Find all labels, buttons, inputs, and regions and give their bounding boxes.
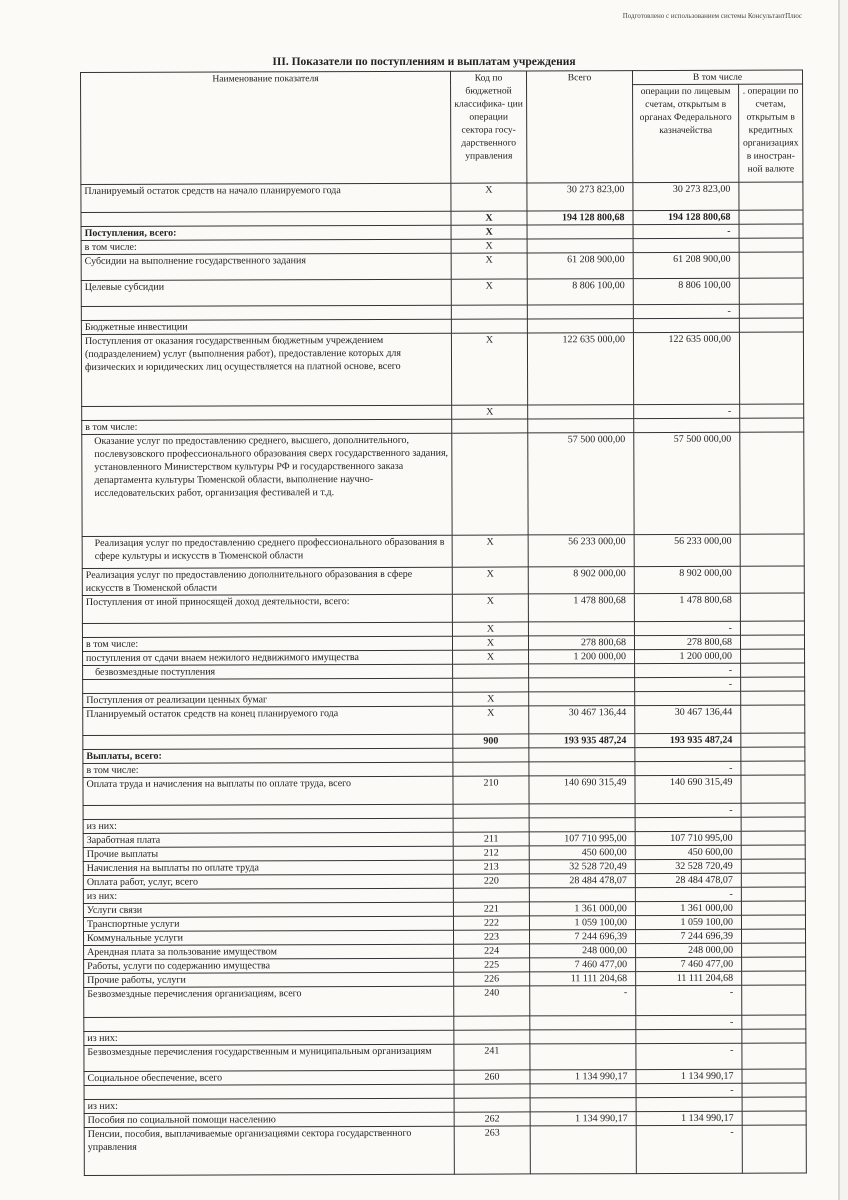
row-name: Бюджетные инвестиции [81, 319, 451, 334]
row-name: Прочие работы, услуги [84, 972, 454, 987]
row-total [528, 622, 634, 636]
row-treasury: - [635, 761, 741, 775]
row-credit [739, 238, 803, 252]
row-credit [741, 929, 805, 943]
table-row [81, 332, 803, 407]
row-credit [741, 845, 805, 859]
row-credit [740, 418, 804, 432]
row-total [530, 1030, 636, 1044]
row-treasury [635, 817, 741, 831]
row-credit [742, 1043, 806, 1069]
row-credit [741, 775, 805, 803]
row-credit [742, 1029, 806, 1043]
col-header-incl: В том числе [632, 70, 802, 85]
row-credit [741, 915, 805, 929]
row-total: 1 361 000,00 [529, 902, 635, 916]
row-credit [742, 1125, 806, 1173]
row-total [529, 748, 635, 762]
row-credit [741, 691, 805, 705]
row-treasury [633, 238, 739, 252]
row-code [451, 319, 527, 333]
row-total [529, 678, 635, 692]
row-total: 56 233 000,00 [528, 535, 634, 567]
row-name: Транспортные услуги [83, 916, 453, 931]
row-treasury [636, 1097, 742, 1111]
row-code: 220 [453, 874, 529, 888]
row-credit [740, 635, 804, 649]
row-total: 248 000,00 [530, 944, 636, 958]
row-treasury: 56 233 000,00 [634, 534, 740, 566]
row-code: 212 [453, 846, 529, 860]
row-treasury: - [635, 887, 741, 901]
row-total: 28 484 478,07 [529, 874, 635, 888]
row-name [84, 1084, 454, 1099]
row-treasury: - [635, 803, 741, 817]
row-total: 1 134 990,17 [530, 1112, 636, 1126]
row-credit [742, 957, 806, 971]
row-credit [740, 593, 804, 621]
row-treasury: 11 111 204,68 [636, 971, 742, 985]
row-code: X [452, 567, 528, 594]
row-total [529, 818, 635, 832]
row-code: X [451, 239, 527, 253]
row-code [453, 804, 529, 818]
row-name: из них: [83, 888, 453, 903]
row-credit [739, 332, 803, 404]
row-total: 11 111 204,68 [530, 972, 636, 986]
row-name: Услуги связи [83, 902, 453, 917]
row-code [453, 888, 529, 902]
table-row [84, 1043, 806, 1072]
row-name [82, 405, 452, 420]
row-credit [742, 1069, 806, 1083]
row-code: 260 [454, 1070, 530, 1084]
row-credit [739, 252, 803, 278]
row-code: 224 [454, 944, 530, 958]
row-treasury: 8 902 000,00 [634, 566, 740, 593]
row-code: X [453, 692, 529, 706]
row-total: 32 528 720,49 [529, 860, 635, 874]
row-treasury: 107 710 995,00 [635, 831, 741, 845]
row-code: 262 [454, 1112, 530, 1126]
row-total: 30 467 136,44 [529, 706, 635, 734]
row-credit [741, 873, 805, 887]
row-treasury: 194 128 800,68 [633, 210, 739, 224]
row-credit [741, 831, 805, 845]
row-code [454, 1016, 530, 1030]
row-credit [740, 432, 804, 534]
row-treasury: 1 200 000,00 [635, 649, 741, 663]
row-code: X [452, 405, 528, 419]
row-total: - [530, 986, 636, 1016]
table-row [82, 593, 804, 624]
row-total: 7 244 696,39 [529, 930, 635, 944]
row-credit [742, 1111, 806, 1125]
row-code [454, 1030, 530, 1044]
row-treasury: 7 244 696,39 [635, 929, 741, 943]
row-code: 240 [454, 986, 530, 1016]
row-name: в том числе: [82, 419, 452, 434]
row-name: Работы, услуги по содержанию имущества [84, 958, 454, 973]
row-code: 263 [454, 1126, 530, 1174]
row-code: X [453, 650, 529, 664]
row-code: 221 [453, 902, 529, 916]
row-credit [739, 210, 803, 224]
row-credit [741, 663, 805, 677]
row-treasury: 30 467 136,44 [635, 705, 741, 733]
row-total [530, 1044, 636, 1070]
row-treasury: 57 500 000,00 [634, 432, 740, 534]
row-name [83, 804, 453, 819]
row-name: Безвозмездные перечисления государственным и муниципальным организациям [84, 1044, 454, 1071]
row-total [527, 225, 633, 239]
row-credit [741, 901, 805, 915]
row-code: X [451, 211, 527, 225]
row-name: Пособия по социальной помощи населению [84, 1112, 454, 1127]
row-total: 8 902 000,00 [528, 567, 634, 594]
row-credit [740, 404, 804, 418]
row-total: 1 134 990,17 [530, 1070, 636, 1084]
row-treasury [635, 747, 741, 761]
row-total: 61 208 900,00 [527, 253, 633, 279]
row-credit [740, 621, 804, 635]
row-name: Начисления на выплаты по оплате труда [83, 860, 453, 875]
row-treasury [636, 1029, 742, 1043]
row-code: 900 [453, 734, 529, 748]
table-row [84, 985, 806, 1018]
row-name: Субсидии на выполнение государственного задания [81, 253, 451, 280]
row-credit [741, 887, 805, 901]
row-name [84, 1016, 454, 1031]
page-title: III. Показатели по поступлениям и выплатам учреждения [272, 56, 576, 68]
row-code: 241 [454, 1044, 530, 1070]
row-total [529, 692, 635, 706]
row-code [454, 1084, 530, 1098]
row-credit [742, 1083, 806, 1097]
row-name: Оказание услуг по предоставлению среднего, высшего, дополнительного, послевузовского профессионального образования сверх государственного задания, установленного Министерством культуры РФ и государственного заказа департамента культуры Тюменской области, выполнение научно-исследовательских работ, организация фестивалей и т.д. [82, 433, 452, 536]
row-credit [741, 649, 805, 663]
row-name: безвозмездные поступления [83, 664, 453, 679]
row-code: 225 [454, 958, 530, 972]
row-credit [739, 318, 803, 332]
table-row [82, 432, 804, 537]
row-name: Заработная плата [83, 832, 453, 847]
row-name [81, 211, 451, 226]
row-name: Оплата труда и начисления на выплаты по оплате труда, всего [83, 776, 453, 805]
row-treasury [634, 418, 740, 432]
row-treasury: 193 935 487,24 [635, 733, 741, 747]
row-treasury: 1 134 990,17 [636, 1111, 742, 1125]
row-total [530, 1016, 636, 1030]
row-credit [740, 534, 804, 566]
row-credit [742, 943, 806, 957]
row-total: 7 460 477,00 [530, 958, 636, 972]
col-header-name: Наименование показателя [81, 71, 451, 184]
row-treasury: 122 635 000,00 [633, 332, 739, 404]
row-code: X [452, 594, 528, 622]
row-credit [739, 304, 803, 318]
row-name: Социальное обеспечение, всего [84, 1070, 454, 1085]
row-name: Пенсии, пособия, выплачиваемые организациями сектора государственного управления [84, 1126, 454, 1175]
table-row [84, 1125, 806, 1176]
row-treasury: 1 059 100,00 [635, 915, 741, 929]
indicators-table-wrapper [80, 69, 806, 1176]
row-credit [741, 747, 805, 761]
row-treasury [635, 691, 741, 705]
row-name: в том числе: [82, 636, 452, 651]
row-treasury: 248 000,00 [636, 943, 742, 957]
row-total: 1 059 100,00 [529, 916, 635, 930]
row-name: Поступления от иной приносящей доход деятельности, всего: [82, 594, 452, 623]
row-treasury: 30 273 823,00 [633, 182, 739, 210]
row-name: Реализация услуг по предоставлению дополнительного образования в сфере искусств в Тюменской области [82, 567, 452, 595]
row-total [529, 664, 635, 678]
indicators-table [80, 69, 807, 1176]
row-total: 8 806 100,00 [527, 279, 633, 305]
row-code: X [451, 225, 527, 239]
row-name: Целевые субсидии [81, 279, 451, 306]
row-name [83, 678, 453, 693]
row-name: из них: [84, 1098, 454, 1113]
row-credit [741, 733, 805, 747]
row-treasury: 450 600,00 [635, 845, 741, 859]
row-code: 210 [453, 776, 529, 804]
table-row [83, 705, 805, 736]
row-credit [742, 985, 806, 1015]
row-credit [741, 705, 805, 733]
table-row [81, 278, 803, 307]
row-code [451, 305, 527, 319]
row-name: в том числе: [81, 239, 451, 254]
row-total [527, 305, 633, 319]
row-name: Оплата работ, услуг, всего [83, 874, 453, 889]
row-total: 450 600,00 [529, 846, 635, 860]
row-total: 1 200 000,00 [529, 650, 635, 664]
header-note: Подготовлено с использованием системы КонсультантПлюс [622, 12, 802, 20]
row-treasury: 1 361 000,00 [635, 901, 741, 915]
row-name: Коммунальные услуги [84, 930, 454, 945]
row-total [530, 1098, 636, 1112]
row-name: Планируемый остаток средств на конец планируемого года [83, 706, 453, 735]
row-credit [742, 1097, 806, 1111]
row-name: в том числе: [83, 762, 453, 777]
col-header-total: Всего [526, 71, 632, 183]
row-treasury: 8 806 100,00 [633, 278, 739, 304]
row-treasury: - [636, 985, 742, 1015]
row-total: 30 273 823,00 [527, 183, 633, 211]
row-code: 222 [453, 916, 529, 930]
table-row [82, 566, 804, 596]
row-credit [741, 859, 805, 873]
row-total [528, 405, 634, 419]
row-credit [739, 182, 803, 210]
row-total [530, 1084, 636, 1098]
row-credit [741, 761, 805, 775]
row-code: 213 [453, 860, 529, 874]
row-code: X [452, 636, 528, 650]
row-code: 223 [453, 930, 529, 944]
row-name: из них: [84, 1030, 454, 1045]
row-total: 278 800,68 [528, 636, 634, 650]
row-name: Выплаты, всего: [83, 748, 453, 763]
row-code: X [453, 706, 529, 734]
row-total: 57 500 000,00 [528, 433, 634, 535]
row-name [82, 622, 452, 637]
row-total: 194 128 800,68 [527, 211, 633, 225]
row-name: Поступления от оказания государственным бюджетным учреждением (подразделением) услуг (выполнения работ), предоставление которых для физических и юридических лиц осуществляется на платной основе, всего [81, 333, 451, 406]
row-total [530, 1126, 636, 1174]
row-treasury: - [636, 1083, 742, 1097]
row-code [453, 664, 529, 678]
row-code: X [451, 253, 527, 279]
row-name: Планируемый остаток средств на начало планируемого года [81, 183, 451, 212]
row-total: 107 710 995,00 [529, 832, 635, 846]
table-row [82, 534, 804, 569]
row-code [452, 419, 528, 433]
row-total [527, 239, 633, 253]
row-treasury: 32 528 720,49 [635, 859, 741, 873]
row-total [529, 804, 635, 818]
row-treasury: - [635, 663, 741, 677]
row-total: 122 635 000,00 [527, 333, 633, 405]
row-treasury: - [636, 1043, 742, 1069]
row-treasury: 1 478 800,68 [634, 593, 740, 621]
row-treasury [633, 318, 739, 332]
row-code: X [451, 183, 527, 211]
row-total [527, 319, 633, 333]
row-name [83, 734, 453, 749]
row-treasury: 28 484 478,07 [635, 873, 741, 887]
row-treasury: 7 460 477,00 [636, 957, 742, 971]
row-treasury: - [633, 304, 739, 318]
row-name: Прочие выплаты [83, 846, 453, 861]
table-row [81, 252, 803, 281]
row-treasury: 1 134 990,17 [636, 1069, 742, 1083]
row-code: X [452, 622, 528, 636]
row-treasury: - [634, 621, 740, 635]
row-total [528, 419, 634, 433]
row-code [453, 678, 529, 692]
row-total [529, 762, 635, 776]
row-credit [739, 224, 803, 238]
row-code: 226 [454, 972, 530, 986]
col-header-credit: . операции по счетам, открытым в кредитных организациях в иностран- ной валюте [739, 84, 803, 182]
row-code [454, 1098, 530, 1112]
table-row [83, 775, 805, 806]
col-header-treasury: операции по лицевым счетам, открытым в органах Федерального казначейства [633, 84, 739, 182]
row-treasury: 61 208 900,00 [633, 252, 739, 278]
row-credit [741, 803, 805, 817]
row-credit [739, 278, 803, 304]
row-name: Арендная плата за пользование имуществом [84, 944, 454, 959]
row-treasury: - [636, 1125, 742, 1173]
row-treasury: - [634, 404, 740, 418]
table-row [81, 182, 803, 213]
row-name: Безвозмездные перечисления организациям, всего [84, 986, 454, 1017]
row-total: 140 690 315,49 [529, 776, 635, 804]
row-code [453, 748, 529, 762]
row-total [529, 888, 635, 902]
row-treasury: 278 800,68 [634, 635, 740, 649]
row-code: X [451, 333, 527, 405]
row-credit [741, 677, 805, 691]
row-name: Реализация услуг по предоставлению среднего профессионального образования в сфере культуры и искусств в Тюменской области [82, 535, 452, 568]
row-code: X [451, 279, 527, 305]
row-credit [742, 971, 806, 985]
col-header-code: Код по бюджетной классифика- ции операции сектора госу- дарственного управления [450, 71, 526, 183]
row-name [81, 305, 451, 320]
row-code [453, 762, 529, 776]
row-name: Поступления, всего: [81, 225, 451, 240]
row-code [452, 433, 528, 535]
row-treasury: - [635, 677, 741, 691]
row-code: X [452, 535, 528, 567]
row-treasury: 140 690 315,49 [635, 775, 741, 803]
row-credit [740, 566, 804, 593]
row-total: 1 478 800,68 [528, 594, 634, 622]
row-credit [742, 1015, 806, 1029]
row-credit [741, 817, 805, 831]
row-name: поступления от сдачи внаем нежилого недвижимого имущества [83, 650, 453, 665]
row-name: Поступления от реализации ценных бумаг [83, 692, 453, 707]
row-name: из них: [83, 818, 453, 833]
row-total: 193 935 487,24 [529, 734, 635, 748]
row-treasury: - [636, 1015, 742, 1029]
row-code: 211 [453, 832, 529, 846]
row-treasury: - [633, 224, 739, 238]
row-code [453, 818, 529, 832]
